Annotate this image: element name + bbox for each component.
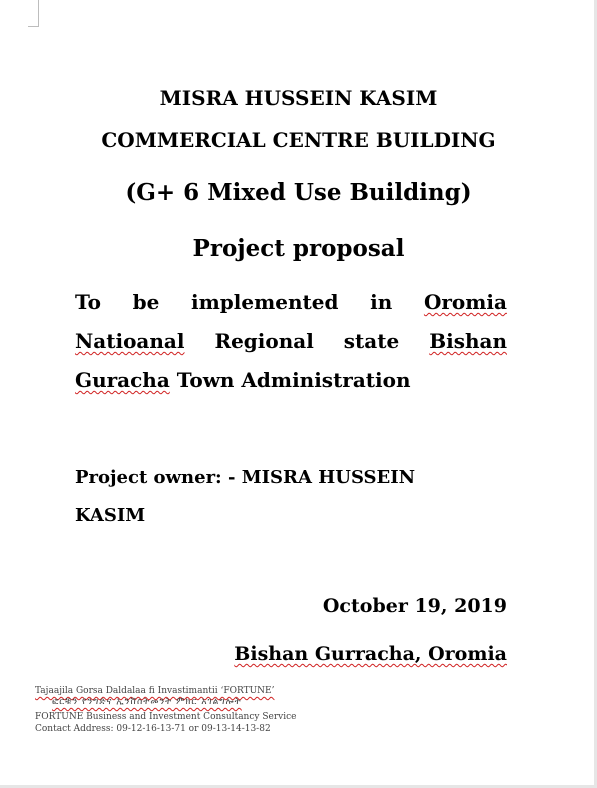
word: implemented	[191, 290, 339, 314]
footer-oromo-line	[35, 686, 274, 696]
project-owner-line-2: KASIM	[75, 505, 146, 526]
proposal-date: October 19, 2019	[322, 595, 507, 617]
owner-name-title: MISRA HUSSEIN KASIM	[159, 86, 438, 110]
building-title: COMMERCIAL CENTRE BUILDING	[101, 128, 496, 152]
page-corner-mark	[28, 0, 39, 27]
place-text: Bishan Gurracha, Oromia	[234, 643, 507, 665]
word: state	[343, 329, 400, 353]
implementation-line-2	[75, 329, 507, 353]
word: To	[75, 290, 101, 314]
project-owner-line-1: Project owner: - MISRA HUSSEIN	[75, 467, 416, 488]
word: Natioanal	[75, 329, 185, 353]
word: Bishan	[429, 329, 507, 353]
proposal-heading: Project proposal	[192, 235, 405, 262]
footer-english-line: FORTUNE Business and Investment Consultancy Service	[35, 712, 297, 722]
implementation-line-3	[75, 368, 507, 392]
footer-contact-line: Contact Address: 09-12-16-13-71 or 09-13-14-13-82	[35, 724, 271, 734]
footer-amharic-line	[52, 697, 242, 707]
word: Regional	[214, 329, 314, 353]
footer-text: ፎርቹን የንግድና ኢንቨስትመንት ምክር አገልግሎት	[52, 697, 242, 707]
word: Guracha	[75, 368, 170, 392]
word: be	[132, 290, 160, 314]
implementation-line-1	[75, 290, 507, 314]
footer-text: Tajaajila Gorsa Daldalaa fi Invastimantii ‘FORTUNE’	[35, 686, 275, 696]
word: in	[370, 290, 393, 314]
building-subtitle: (G+ 6 Mixed Use Building)	[125, 179, 472, 206]
word: Oromia	[423, 290, 507, 314]
word: Town Administration	[169, 368, 411, 392]
proposal-place	[234, 643, 507, 665]
